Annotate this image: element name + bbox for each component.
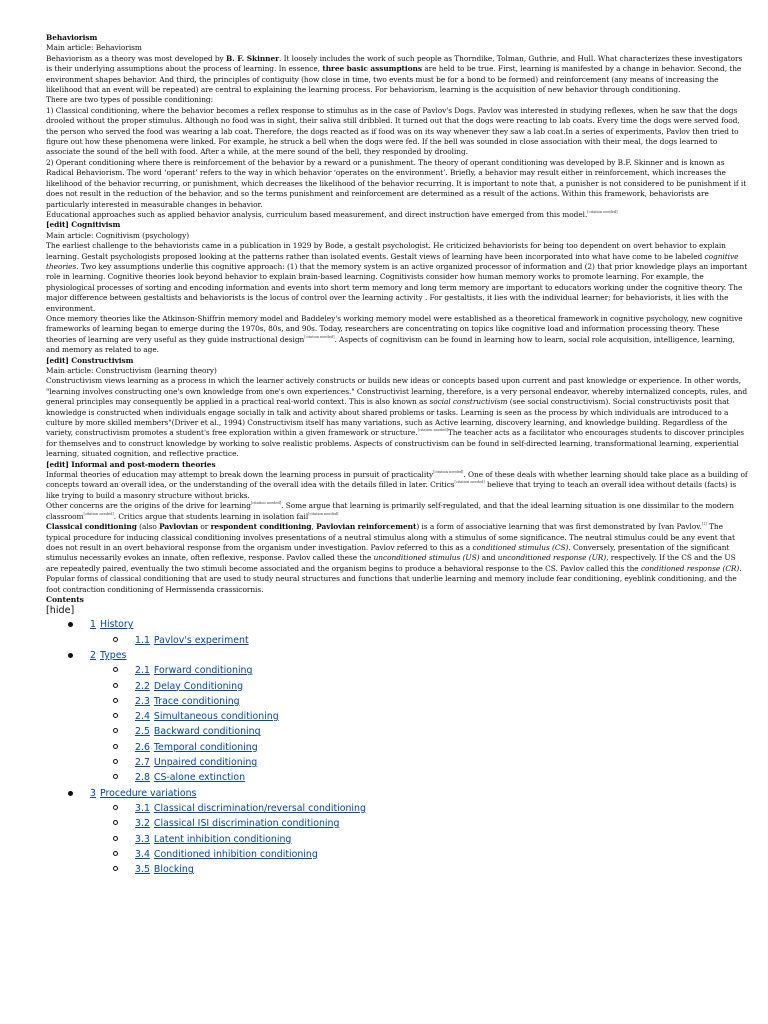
toc-number: 3.2 (135, 818, 150, 830)
circle-bullet-icon (113, 820, 118, 825)
paragraph-two-types: There are two types of possible conditioning: (46, 95, 214, 105)
text: Other concerns are the origins of the drive for learning (46, 501, 251, 511)
text: ) is a form of associative learning that was first demonstrated by Ivan Pavlov. (416, 522, 702, 532)
circle-bullet-icon (113, 774, 118, 779)
paragraph-cognitivism-1 (46, 241, 748, 314)
bold-term: Pavlovian reinforcement (316, 522, 417, 532)
heading-cognitivism: [edit] Cognitivism (46, 220, 121, 230)
paragraph-informal (46, 470, 748, 501)
text: Educational approaches such as applied behavior analysis, curriculum based measurement, and direct instruction have emerged from this model. (46, 209, 588, 219)
toc-label: Latent inhibition conditioning (153, 833, 292, 845)
paragraph-constructivism (46, 376, 748, 459)
heading-behaviorism: Behaviorism (46, 33, 98, 42)
toc-number: 1 (90, 619, 96, 631)
toc-label: CS-alone extinction (153, 772, 246, 784)
text: . Two key assumptions underlie this cognitive approach: (1) that the memory system is an active organized processor of information and (2) that prior knowledge plays an important role in learning. Cognitive theories look beyond behavior to explain brain-based learning. Cognitivists consider how human memory works to promote learning. For example, the physiological processes of sorting and encoding information and events into short term memory and long term memory are important to educators working under the cognitive theory. The major difference between gestaltists and behaviorists is the locus of control over the learning activity . For gestaltists, it lies with the individual learner; for behaviorists, it lies with the environment. (46, 261, 748, 313)
text: . Aspects of cognitivism can be found in learning how to learn, social role acquisition, intelligence, learning, and memory as related to age. (46, 334, 735, 355)
toc-item-1 (46, 617, 748, 632)
bold-term: Classical conditioning (46, 522, 137, 532)
toc-link-2.6[interactable] (135, 742, 258, 753)
circle-bullet-icon (113, 713, 118, 718)
text: . Critics argue that students learning in isolation fail (113, 511, 309, 521)
toc-number: 2.7 (135, 757, 150, 769)
toc-label: Unpaired conditioning (153, 757, 258, 769)
social-constructivism-italic: social constructivism (429, 397, 508, 407)
toc-item-2.2 (46, 679, 748, 694)
circle-bullet-icon (113, 759, 118, 764)
toc-link-2.7[interactable] (135, 757, 257, 768)
toc-label: Classical discrimination/reversal conditioning (153, 802, 366, 814)
citation-needed: [citation needed] (433, 470, 464, 475)
circle-bullet-icon (113, 836, 118, 841)
text: . It loosely includes the work of such people as Thorndike, Tolman, Guthrie, and Hull. What characterizes these investigators is their underlying assumptions about the process of learning. In essence, (46, 53, 743, 74)
circle-bullet-icon (113, 667, 118, 672)
bullet-icon (68, 622, 73, 627)
toc-link-2[interactable] (90, 650, 126, 661)
text: Behaviorism as a theory was most developed by (46, 53, 226, 63)
reference-1: [1] (701, 522, 707, 527)
toc-label: Procedure variations (99, 787, 197, 799)
bullet-icon (68, 653, 73, 658)
heading-constructivism: [edit] Constructivism (46, 355, 134, 365)
skinner-bold: B. F. Skinner (225, 53, 279, 63)
text: . Some argue that learning is primarily self-regulated, and that the ideal learning situation is one dissimilar to the modern classroom (46, 501, 734, 521)
toc-item-2.6 (46, 740, 748, 755)
text: , respectively. If the CS and the US are repeatedly paired, eventually the two stimuli become associated and the organism begins to produce a behavioral response to the CS. Pavlov called this the (46, 553, 736, 573)
toc-number: 3.5 (135, 864, 150, 876)
text: Once memory theories like the Atkinson-Shiffrin memory model and Baddeley's working memory model were established as a theoretical framework in cognitive psychology, new cognitive frameworks of learning began to emerge during the 1970s, 80s, and 90s. Today, researchers are concentrating on topics like cognitive load and information processing theory. These theories of learning are very useful as they guide instructional design (46, 313, 743, 344)
toc-number: 2.1 (135, 665, 150, 677)
paragraph-operant: 2) Operant conditioning where there is reinforcement of the behavior by a reward or a punishment. The theory of operant conditioning was developed by B.F. Skinner and is known as Radical Behaviorism. The word ‘operant’ refers to the way in which behavior ‘operates on the environment’. Briefly, a behavior may result either in reinforcement, which increases the likelihood of the behavior recurring, or punishment, which decreases the likelihood of the behavior recurring. It is important to note that, a punisher is not considered to be punishment if it does not result in the reduction of the behavior, and so the terms punishment and reinforcement are determined as a result of the actions. Within this framework, behaviorists are particularly interested in measurable changes in behavior. (46, 157, 747, 209)
toc-item-3.1 (46, 801, 748, 816)
toc-item-2.5 (46, 724, 748, 739)
toc-label: Blocking (153, 864, 194, 876)
toc-number: 3.4 (135, 848, 150, 860)
table-of-contents (46, 617, 748, 877)
three-assumptions-bold: three basic assumptions (322, 64, 422, 74)
italic-term: conditioned stimulus (CS) (472, 542, 569, 552)
toc-item-1.1 (46, 633, 748, 648)
toc-link-3.1[interactable] (135, 803, 366, 814)
toc-number: 3 (90, 787, 96, 799)
paragraph-cognitivism-2 (46, 314, 748, 356)
toc-label: Classical ISI discrimination conditioning (153, 818, 340, 830)
text: , (311, 522, 317, 532)
citation-needed: [citation needed] (250, 501, 282, 506)
toc-link-3.3[interactable] (135, 834, 291, 845)
toc-number: 2.5 (135, 726, 150, 738)
circle-bullet-icon (113, 805, 118, 810)
toc-number: 2 (90, 649, 96, 661)
paragraph-educational (46, 210, 748, 220)
text: The teacher acts as a facilitator who encourages students to discover principles for themselves and to construct knowledge by working to solve realistic problems. Aspects of constructivism can be found in self-directed learning, transformational learning, experiential learning, situated cognition, and reflective practice. (46, 428, 745, 459)
toc-link-2.2[interactable] (135, 681, 243, 692)
text: The typical procedure for inducing classical conditioning involves presentations of a neutral stimulus along with a stimulus of some significance. The neutral stimulus could be any event that does not result in an overt behavioral response from the organism under investigation. Pavlov referred to this as a (46, 522, 735, 552)
toc-item-2.4 (46, 709, 748, 724)
toc-label: Trace conditioning (153, 695, 240, 707)
citation-needed: [citation needed] (83, 511, 114, 516)
text: Informal theories of education may attempt to break down the learning process in pursuit of practicality (46, 470, 434, 480)
toc-link-1[interactable] (90, 619, 133, 630)
citation-needed: [citation needed] (454, 480, 485, 485)
heading-informal: [edit] Informal and post-modern theories (46, 459, 216, 469)
italic-term: unconditioned response (UR) (497, 553, 607, 563)
text: (see social constructivism). Social constructivists posit that knowledge is constructed when individuals engage socially in talk and activity about shared problems or tasks. Learning is seen as the process by which individuals are introduced to a culture by more skilled members"(Driver et al., 1994) Constructivism itself has many variations, such as Active learning, discovery learning, and knowledge building. Regardless of the variety, constructivism promotes a student's free exploration within a given framework or structure. (46, 397, 730, 438)
text: Constructivism views learning as a process in which the learner actively constructs or builds new ideas or concepts based upon current and past knowledge or experience. In other words, "learning involves constructing one's own knowledge from one's own experiences." Constructivist learning, therefore, is a very personal endeavor, whereby internalized concepts, rules, and general principles may consequently be applied in a practical real-world context. This is also known as (46, 376, 748, 407)
toc-number: 2.8 (135, 772, 150, 784)
toc-link-2.1[interactable] (135, 665, 252, 676)
article-body (46, 33, 748, 605)
toc-label: History (99, 619, 134, 631)
toc-label: Pavlov's experiment (153, 634, 249, 646)
contents-hide-toggle[interactable]: [hide] (46, 605, 75, 617)
toc-label: Delay Conditioning (153, 680, 244, 692)
circle-bullet-icon (113, 698, 118, 703)
bullet-icon (68, 791, 73, 796)
toc-item-3.5 (46, 862, 748, 877)
circle-bullet-icon (113, 728, 118, 733)
toc-link-3.5[interactable] (135, 864, 194, 875)
toc-item-3.3 (46, 832, 748, 847)
paragraph-classical-conditioning (46, 522, 748, 574)
toc-label: Simultaneous conditioning (153, 711, 279, 723)
paragraph-classical: 1) Classical conditioning, where the behavior becomes a reflex response to stimulus as in the case of Pavlov's Dogs. Pavlov was interested in studying reflexes, when he saw that the dogs drooled without the proper stimulus. Although no food was in sight, their saliva still dribbled. It turned out that the dogs were reacting to lab coats. Every time the dogs were served food, the person who served the food was wearing a lab coat. Therefore, the dogs reacted as if food was on its way whenever they saw a lab coat.In a series of experiments, Pavlov then tried to figure out how these phenomena were linked. For example, he struck a bell when the dogs were fed. If the bell was sounded in close association with their meal, the dogs learned to associate the sound of the bell with food. After a while, at the mere sound of the bell, they responded by drooling. (46, 105, 740, 157)
toc-link-2.4[interactable] (135, 711, 279, 722)
toc-link-3.4[interactable] (135, 849, 318, 860)
toc-label: Temporal conditioning (153, 741, 258, 753)
italic-term: conditioned response (CR) (640, 563, 740, 573)
toc-link-2.8[interactable] (135, 772, 245, 783)
paragraph-popular-forms: Popular forms of classical conditioning that are used to study neural structures and functions that underlie learning and memory include fear conditioning, eyeblink conditioning, and the foot contraction conditioning of Hermissenda crassicornis. (46, 574, 737, 594)
toc-number: 2.4 (135, 711, 150, 723)
citation-needed: [citation needed] (587, 209, 618, 214)
text: . (739, 563, 742, 573)
bold-term: respondent conditioning (210, 522, 312, 532)
toc-label: Backward conditioning (153, 726, 261, 738)
text: . One of these deals with whether learning should take place as a building of concepts toward an overall idea, or the understanding of the overall idea with the details filled in later. Critics (46, 470, 748, 490)
toc-item-2 (46, 648, 748, 663)
toc-number: 2.3 (135, 695, 150, 707)
cognitive-theories-italic: cognitive theories (46, 251, 739, 271)
main-article-constructivism: Main article: Constructivism (learning theory) (46, 366, 217, 375)
main-article-cognitivism: Main article: Cognitivism (psychology) (46, 230, 190, 240)
toc-item-2.8 (46, 770, 748, 785)
toc-link-2.5[interactable] (135, 726, 261, 737)
contents-title: Contents (46, 594, 84, 604)
circle-bullet-icon (113, 744, 118, 749)
circle-bullet-icon (113, 851, 118, 856)
toc-item-3.2 (46, 816, 748, 831)
text: The earliest challenge to the behaviorists came in a publication in 1929 by Bode, a gestalt psychologist. He criticized behaviorists for being too dependent on overt behavior to explain learning. Gestalt psychologists proposed looking at the patterns rather than isolated events. Gestalt views of learning have been incorporated into what have come to be labeled (46, 241, 726, 261)
toc-number: 1.1 (135, 634, 150, 646)
text: (also (136, 522, 160, 532)
text: . Conversely, presentation of the significant stimulus necessarily evokes an innate, often reflexive, response. Pavlov called these the (46, 542, 730, 563)
toc-item-3.4 (46, 847, 748, 862)
paragraph-other-concerns (46, 501, 748, 522)
circle-bullet-icon (113, 637, 118, 642)
toc-label: Types (99, 649, 127, 661)
text: believe that trying to teach an overall idea without details (facts) is like trying to build a masonry structure without bricks. (46, 480, 737, 500)
main-article-behaviorism: Main article: Behaviorism (46, 43, 142, 53)
paragraph-behaviorism (46, 54, 748, 96)
bold-term: Pavlovian (159, 522, 199, 532)
text: or (198, 522, 211, 532)
toc-link-2.3[interactable] (135, 696, 240, 707)
toc-number: 2.6 (135, 741, 150, 753)
italic-term: unconditioned stimulus (US) (373, 553, 480, 563)
toc-item-2.7 (46, 755, 748, 770)
circle-bullet-icon (113, 683, 118, 688)
toc-label: Conditioned inhibition conditioning (153, 848, 318, 860)
toc-link-3[interactable] (90, 788, 196, 799)
circle-bullet-icon (113, 866, 118, 871)
toc-link-1.1[interactable] (135, 635, 249, 646)
toc-number: 3.1 (135, 802, 150, 814)
toc-number: 3.3 (135, 833, 150, 845)
toc-item-2.1 (46, 663, 748, 678)
toc-item-2.3 (46, 694, 748, 709)
toc-item-3 (46, 786, 748, 801)
citation-needed: [citation needed] (304, 334, 335, 339)
text: are held to be true. First, learning is manifested by a change in behavior. Second, the environment shapes behavior. And third, the principles of contiguity (how close in time, two events must be for a bond to be formed) and reinforcement (any means of increasing the likelihood that an event will be repeated) are central to explaining the learning process. For behaviorism, learning is the acquisition of new behavior through conditioning. (46, 64, 742, 95)
toc-link-3.2[interactable] (135, 818, 339, 829)
toc-label: Forward conditioning (153, 665, 253, 677)
citation-needed: [citation needed] (308, 511, 339, 516)
text: and (479, 553, 498, 563)
citation-needed: [citation needed] (417, 428, 448, 433)
toc-number: 2.2 (135, 680, 150, 692)
